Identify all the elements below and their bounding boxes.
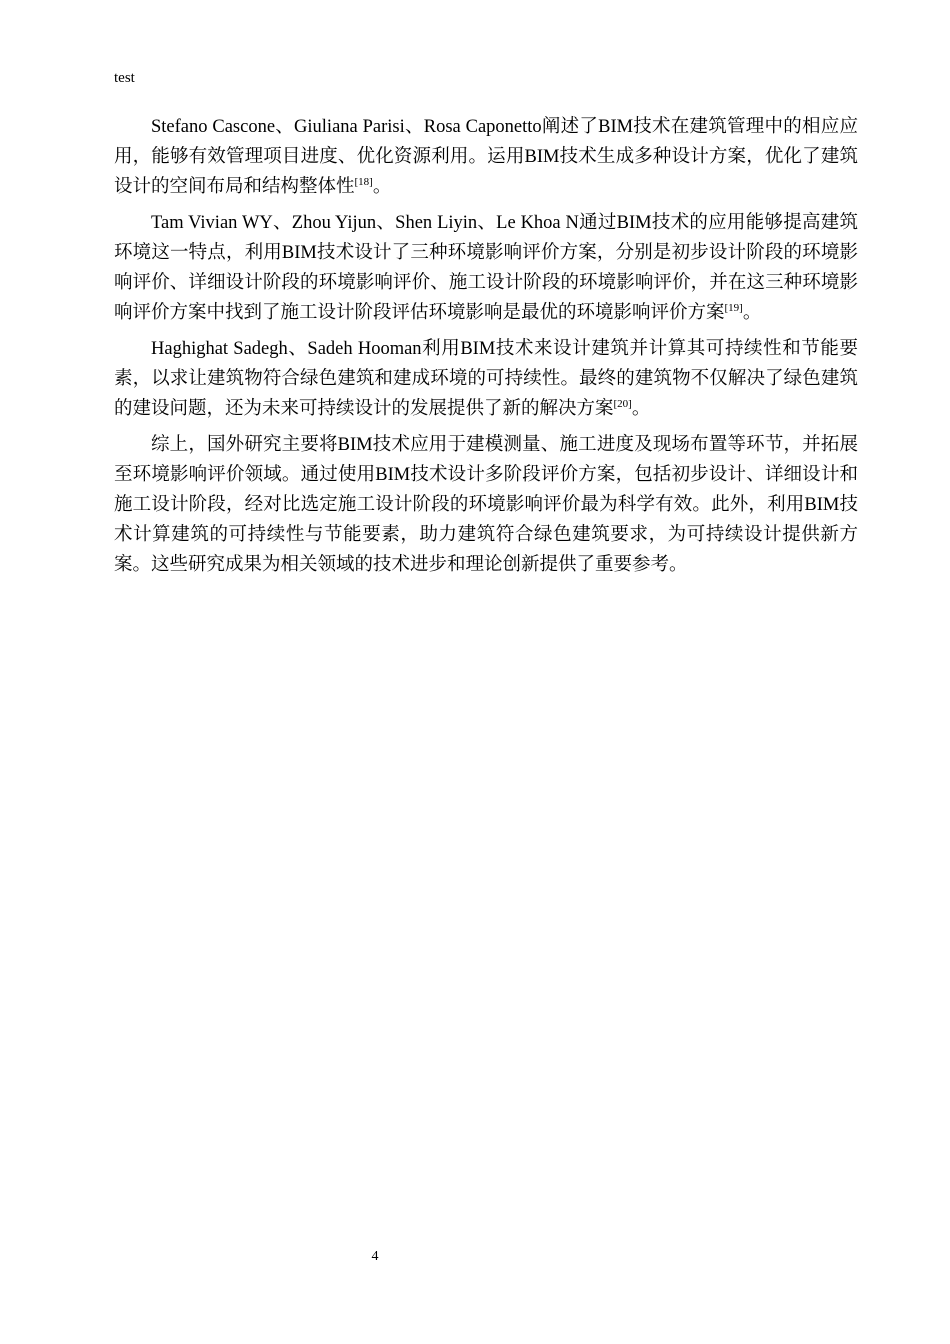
paragraph-3-end: 。 xyxy=(631,399,651,419)
paragraph-1 xyxy=(114,112,858,202)
paragraph-3-text: Haghighat Sadegh、Sadeh Hooman利用BIM技术来设计建筑并计算其可持续性和节能要素，以求让建筑物符合绿色建筑和建成环境的可持续性。最终的建筑物不仅解决了绿色建筑的建设问题，还为未来可持续设计的发展提供了新的解决方案 xyxy=(114,339,858,419)
paragraph-1-text: Stefano Cascone、Giuliana Parisi、Rosa Caponetto阐述了BIM技术在建筑管理中的相应应用，能够有效管理项目进度、优化资源利用。运用BIM技术生成多种设计方案，优化了建筑设计的空间布局和结构整体性 xyxy=(114,117,858,197)
paragraph-4-text: 综上，国外研究主要将BIM技术应用于建模测量、施工进度及现场布置等环节，并拓展至环境影响评价领域。通过使用BIM技术设计多阶段评价方案，包括初步设计、详细设计和施工设计阶段，经对比选定施工设计阶段的环境影响评价最为科学有效。此外，利用BIM技术计算建筑的可持续性与节能要素，助力建筑符合绿色建筑要求，为可持续设计提供新方案。这些研究成果为相关领域的技术进步和理论创新提供了重要参考。 xyxy=(114,435,858,575)
paragraph-2-end: 。 xyxy=(742,303,762,323)
paragraph-2 xyxy=(114,208,858,328)
paragraph-2-text: Tam Vivian WY、Zhou Yijun、Shen Liyin、Le Khoa N通过BIM技术的应用能够提高建筑环境这一特点，利用BIM技术设计了三种环境影响评价方案，分别是初步设计阶段的环境影响评价、详细设计阶段的环境影响评价、施工设计阶段的环境影响评价，并在这三种环境影响评价方案中找到了施工设计阶段评估环境影响是最优的环境影响评价方案 xyxy=(114,213,858,323)
citation-18: [18] xyxy=(354,175,373,188)
running-head: test xyxy=(114,70,135,86)
body-text xyxy=(114,112,858,586)
citation-20: [20] xyxy=(613,397,632,410)
citation-19: [19] xyxy=(724,301,743,314)
paragraph-3 xyxy=(114,334,858,424)
paragraph-1-end: 。 xyxy=(372,177,392,197)
page-number: 4 xyxy=(371,1249,379,1264)
paragraph-4 xyxy=(114,430,858,580)
